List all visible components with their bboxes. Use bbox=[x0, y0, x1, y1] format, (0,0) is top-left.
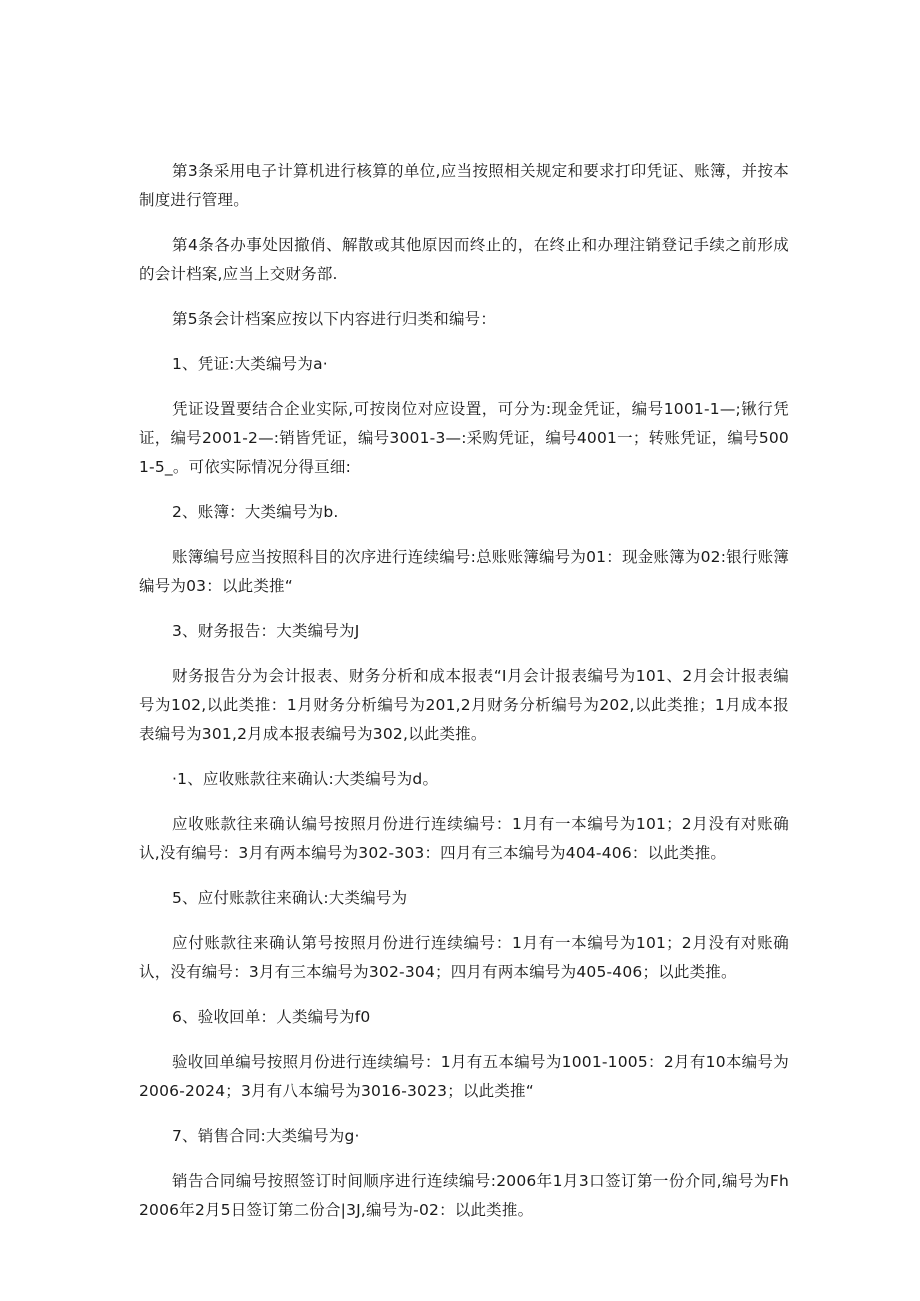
item-5-heading: 5、应付账款往来确认:大类编号为 bbox=[172, 889, 408, 907]
item-2-heading: 2、账簿：大类编号为b. bbox=[172, 503, 339, 521]
item-1-heading: 1、凭证:大类编号为a· bbox=[172, 355, 328, 373]
item-6-body: 验收回单编号按照月份进行连续编号：1月有五本编号为1001-1005：2月有10本编号为2006-2024；3月有八本编号为3016-3023；以此类推“ bbox=[139, 1053, 789, 1100]
item-5-body: 应付账款往来确认第号按照月份进行连续编号：1月有一本编号为101；2月没有对账确认，没有编号：3月有三本编号为302-304；四月有两本编号为405-406；以此类推。 bbox=[139, 934, 789, 981]
document-page bbox=[139, 157, 789, 1241]
article-4-paragraph: 第4条各办事处因撤俏、解散或其他原因而终止的，在终止和办理注销登记手续之前形成的会计档案,应当上交财务部. bbox=[139, 236, 789, 283]
item-6-heading: 6、验收回单：人类编号为f0 bbox=[172, 1008, 371, 1026]
item-4-body: 应收账款往来确认编号按照月份进行连续编号：1月有一本编号为101；2月没有对账确认,没有编号：3月有两本编号为302-303：四月有三本编号为404-406：以此类推。 bbox=[139, 815, 789, 862]
item-2-body: 账簿编号应当按照科目的次序进行连续编号:总账账簿编号为01：现金账簿为02:银行账簿编号为03：以此类推“ bbox=[139, 548, 789, 595]
item-1-body: 凭证设置要结合企业实际,可按岗位对应设置，可分为:现金凭证，编号1001-1—;锹行凭证，编号2001-2—:销皆凭证，编号3001-3—:采购凭证，编号4001一；转账凭证，编号5001-5_。可依实际情况分得亘细: bbox=[139, 400, 789, 476]
item-3-body: 财务报告分为会计报表、财务分析和成本报表“I月会计报表编号为101、2月会计报表编号为102,以此类推：1月财务分析编号为201,2月财务分析编号为202,以此类推；1月成本报表编号为301,2月成本报表编号为302,以此类推。 bbox=[139, 667, 789, 743]
item-3-heading: 3、财务报告：大类编号为J bbox=[172, 622, 360, 640]
article-3-paragraph: 第3条采用电子计算机进行核算的单位,应当按照相关规定和要求打印凭证、账簿，并按本制度进行管理。 bbox=[139, 162, 789, 209]
item-4-heading: ·1、应收账款往来确认:大类编号为d。 bbox=[172, 770, 439, 788]
article-5-paragraph: 第5条会计档案应按以下内容进行归类和编号： bbox=[172, 310, 497, 328]
item-7-heading: 7、销售合同:大类编号为g· bbox=[172, 1127, 360, 1145]
item-7-body: 销告合同编号按照签订时间顺序进行连续编号:2006年1月3口签订第一份介同,编号为Fh2006年2月5日签订第二份合|3J,编号为-02：以此类推。 bbox=[139, 1172, 789, 1219]
